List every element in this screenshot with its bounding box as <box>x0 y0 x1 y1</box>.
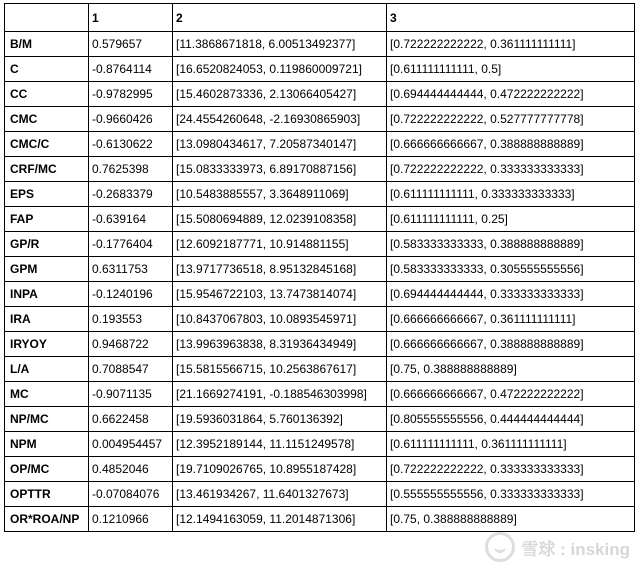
table-cell: [24.4554260648, -2.16930865903] <box>173 107 387 132</box>
table-cell: -0.9071135 <box>89 382 173 407</box>
table-cell: [15.4602873336, 2.13066405427] <box>173 82 387 107</box>
watermark <box>485 532 630 562</box>
table-cell: [0.611111111111, 0.333333333333] <box>387 182 635 207</box>
table-cell: [13.9717736518, 8.95132845168] <box>173 257 387 282</box>
table-cell: [16.6520824053, 0.119860009721] <box>173 57 387 82</box>
table-cell: [0.555555555556, 0.333333333333] <box>387 482 635 507</box>
table-cell: 0.4852046 <box>89 457 173 482</box>
table-cell: -0.9782995 <box>89 82 173 107</box>
table-cell: 0.004954457 <box>89 432 173 457</box>
table-row <box>5 382 635 407</box>
table-cell: [0.666666666667, 0.388888888889] <box>387 332 635 357</box>
snowball-logo-icon <box>485 532 515 562</box>
row-label: B/M <box>5 32 89 57</box>
table-cell: [0.583333333333, 0.305555555556] <box>387 257 635 282</box>
table-cell: [0.611111111111, 0.361111111111] <box>387 432 635 457</box>
row-label: GP/R <box>5 232 89 257</box>
header-cell-1: 1 <box>89 4 173 32</box>
table-cell: [0.666666666667, 0.388888888889] <box>387 132 635 157</box>
table-cell: 0.6622458 <box>89 407 173 432</box>
table-cell: [12.1494163059, 11.2014871306] <box>173 507 387 532</box>
table-row <box>5 282 635 307</box>
data-table <box>4 3 635 532</box>
row-label: NPM <box>5 432 89 457</box>
header-row <box>5 4 635 32</box>
table-cell: -0.9660426 <box>89 107 173 132</box>
table-row <box>5 257 635 282</box>
row-label: MC <box>5 382 89 407</box>
row-label: NP/MC <box>5 407 89 432</box>
row-label: CRF/MC <box>5 157 89 182</box>
table-cell: [10.5483885557, 3.3648911069] <box>173 182 387 207</box>
table-row <box>5 507 635 532</box>
table-cell: [15.0833333973, 6.89170887156] <box>173 157 387 182</box>
table-cell: [0.722222222222, 0.333333333333] <box>387 457 635 482</box>
table-cell: 0.7625398 <box>89 157 173 182</box>
table-row <box>5 307 635 332</box>
table-cell: [13.461934267, 11.6401327673] <box>173 482 387 507</box>
table-cell: [12.6092187771, 10.914881155] <box>173 232 387 257</box>
table-cell: [0.666666666667, 0.472222222222] <box>387 382 635 407</box>
header-cell-3: 3 <box>387 4 635 32</box>
table-row <box>5 32 635 57</box>
row-label: EPS <box>5 182 89 207</box>
table-cell: [0.75, 0.388888888889] <box>387 357 635 382</box>
table-row <box>5 57 635 82</box>
row-label: C <box>5 57 89 82</box>
row-label: CMC <box>5 107 89 132</box>
table-row <box>5 132 635 157</box>
table-cell: [13.0980434617, 7.20587340147] <box>173 132 387 157</box>
table-cell: -0.639164 <box>89 207 173 232</box>
table-cell: [15.5080694889, 12.0239108358] <box>173 207 387 232</box>
row-label: IRA <box>5 307 89 332</box>
table-cell: -0.1776404 <box>89 232 173 257</box>
table-cell: [21.1669274191, -0.188546303998] <box>173 382 387 407</box>
table-row <box>5 107 635 132</box>
table-row <box>5 432 635 457</box>
table-cell: 0.6311753 <box>89 257 173 282</box>
table-cell: 0.1210966 <box>89 507 173 532</box>
table-cell: -0.8764114 <box>89 57 173 82</box>
table-cell: [0.75, 0.388888888889] <box>387 507 635 532</box>
row-label: OPTTR <box>5 482 89 507</box>
table-cell: [11.3868671818, 6.00513492377] <box>173 32 387 57</box>
table-row <box>5 357 635 382</box>
table-cell: [15.5815566715, 10.2563867617] <box>173 357 387 382</box>
data-table-container <box>4 3 635 532</box>
table-cell: [15.9546722103, 13.7473814074] <box>173 282 387 307</box>
row-label: IRYOY <box>5 332 89 357</box>
table-cell: -0.6130622 <box>89 132 173 157</box>
table-cell: [0.694444444444, 0.333333333333] <box>387 282 635 307</box>
table-header <box>5 4 635 32</box>
table-row <box>5 232 635 257</box>
row-label: FAP <box>5 207 89 232</box>
row-label: GPM <box>5 257 89 282</box>
table-cell: [0.722222222222, 0.527777777778] <box>387 107 635 132</box>
table-cell: [0.694444444444, 0.472222222222] <box>387 82 635 107</box>
table-cell: [12.3952189144, 11.1151249578] <box>173 432 387 457</box>
table-cell: [13.9963963838, 8.31936434949] <box>173 332 387 357</box>
table-row <box>5 482 635 507</box>
row-label: INPA <box>5 282 89 307</box>
row-label: L/A <box>5 357 89 382</box>
table-cell: [19.5936031864, 5.760136392] <box>173 407 387 432</box>
table-row <box>5 332 635 357</box>
table-row <box>5 207 635 232</box>
table-cell: [0.583333333333, 0.388888888889] <box>387 232 635 257</box>
table-cell: [0.722222222222, 0.361111111111] <box>387 32 635 57</box>
watermark-text: 雪球 : insking <box>521 539 630 559</box>
table-row <box>5 457 635 482</box>
table-row <box>5 182 635 207</box>
table-cell: -0.1240196 <box>89 282 173 307</box>
table-cell: [19.7109026765, 10.8955187428] <box>173 457 387 482</box>
table-cell: 0.9468722 <box>89 332 173 357</box>
table-cell: 0.193553 <box>89 307 173 332</box>
row-label: OR*ROA/NP <box>5 507 89 532</box>
table-cell: [0.611111111111, 0.25] <box>387 207 635 232</box>
row-label: OP/MC <box>5 457 89 482</box>
table-cell: 0.579657 <box>89 32 173 57</box>
table-row <box>5 82 635 107</box>
table-cell: [10.8437067803, 10.0893545971] <box>173 307 387 332</box>
row-label: CC <box>5 82 89 107</box>
table-cell: [0.666666666667, 0.361111111111] <box>387 307 635 332</box>
row-label: CMC/C <box>5 132 89 157</box>
table-row <box>5 157 635 182</box>
header-cell-2: 2 <box>173 4 387 32</box>
header-cell-corner <box>5 4 89 32</box>
table-cell: 0.7088547 <box>89 357 173 382</box>
table-cell: [0.722222222222, 0.333333333333] <box>387 157 635 182</box>
table-row <box>5 407 635 432</box>
table-cell: [0.611111111111, 0.5] <box>387 57 635 82</box>
table-cell: -0.07084076 <box>89 482 173 507</box>
table-cell: [0.805555555556, 0.444444444444] <box>387 407 635 432</box>
table-cell: -0.2683379 <box>89 182 173 207</box>
table-body <box>5 32 635 532</box>
